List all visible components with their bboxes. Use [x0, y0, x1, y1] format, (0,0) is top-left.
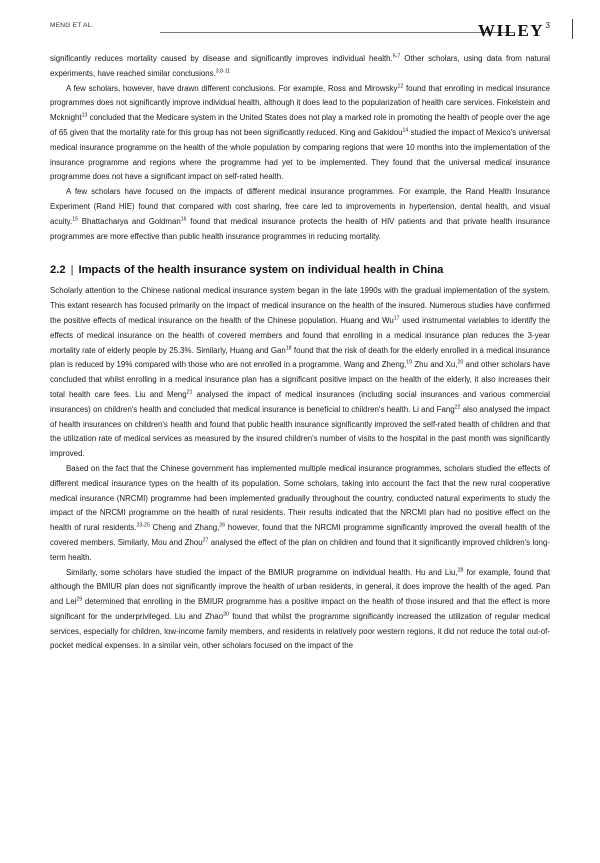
paragraph	[50, 462, 550, 566]
text-run: found that whilst the programme significantly increased the utilization of regular medical services, especially for children, low-income family members, and residents in relatively poor western regions, it did not reduce the total out-of-pocket medical expenses. In a similar vein, other scholars focused on the impact of the	[50, 611, 550, 651]
header-divider	[572, 19, 573, 39]
text-run: concluded that the Medicare system in the United States does not play a marked role in promoting the health of people over the age of 65 given that the mortality rate for this group has not been significantly reduced. King and Gakidou	[50, 113, 550, 137]
paragraph	[50, 284, 550, 462]
text-run: found that the risk of death for the elderly enrolled in a medical insurance plan is reduced by 19% compared with those who are not enrolled in a programme. Wang and Zheng,	[50, 345, 550, 370]
citation-ref[interactable]: 26	[219, 522, 226, 529]
running-head-authors: MENG ET AL.	[50, 22, 94, 29]
text-run: Scholarly attention to the Chinese national medical insurance system began in the late 1990s with the gradual implementation of the system. This extant research has focused primarily on the impact of medical insurance on the health of the insured. Numerous studies have confirmed the positive effects of medical insurance on the health of the Chinese population. Huang and Wu	[50, 286, 550, 325]
text-run: for example, found that although the BMIUR plan does not significantly improve the health of urban residents, in general, it does improve the health of the aged. Pan and Lei	[50, 567, 551, 607]
paragraph	[50, 52, 550, 82]
running-header	[50, 20, 550, 42]
paragraph	[50, 82, 550, 186]
section-separator: |	[70, 264, 74, 277]
citation-ref[interactable]: 22	[454, 404, 461, 411]
citation-ref[interactable]: 19	[406, 359, 413, 366]
text-run: found that enrolling in medical insurance programmes does not significantly improve individual health, although it does lead to the popularization of health care services. Finkelstein and Mcknight	[50, 83, 550, 123]
citation-ref[interactable]: 12	[397, 83, 404, 90]
text-run: A few scholars, however, have drawn different conclusions. For example, Ross and Mirowsky	[66, 83, 398, 93]
citation-ref[interactable]: 28	[457, 567, 464, 573]
paragraph	[50, 185, 550, 244]
citation-ref[interactable]: 3,8-11	[215, 68, 231, 75]
citation-ref[interactable]: 27	[202, 537, 209, 544]
citation-ref[interactable]: 5-7	[392, 53, 401, 60]
text-run: also analysed the impact of health insurances on children's health and found that public health insurance significantly improved the self-rated health of children and that the utilization rate of medical services as measured by the insured children's number of visits to the hospital in the past month was significantly improved.	[50, 404, 550, 459]
citation-ref[interactable]: 23-25	[136, 522, 150, 529]
text-run: and other scholars have concluded that whilst enrolling in a medical insurance plan has a significant positive impact on the health of the elderly, it also increases their total health care fees. Liu and Meng	[50, 360, 550, 399]
section-number: 2.2	[50, 264, 66, 277]
section-title: Impacts of the health insurance system on individual health in China	[78, 264, 444, 277]
citation-ref[interactable]: 15	[72, 216, 78, 223]
publisher-logo: WILEY	[478, 21, 545, 40]
citation-ref[interactable]: 21	[186, 389, 193, 396]
header-rule	[160, 32, 515, 33]
citation-ref[interactable]: 18	[285, 345, 292, 352]
citation-ref[interactable]: 13	[81, 112, 88, 119]
citation-ref[interactable]: 29	[76, 596, 83, 603]
article-body	[50, 52, 550, 654]
page-number: 3	[545, 21, 550, 30]
text-run: used instrumental variables to identify the effects of medical insurance on the health of covered members and found that enrolling in a medical insurance plan reduces the 3-year mortality rate of elderly people by 25.3%. Similarly, Huang and Gan	[50, 315, 550, 355]
text-run: studied the impact of Mexico's universal medical insurance programme on the health of the whole population by comparing regions that were 10 months into the implementation of the insurance programme and regions where the programme had yet to be implemented. They found that the universal medical insurance programme does not have a significant impact on self-rated health.	[50, 127, 550, 182]
text-run: analysed the impact of medical insurances (including social insurances and various commercial insurances) on children's health and concluded that medical insurance is beneficial to children's health. Li and Fang	[50, 389, 550, 414]
paragraph	[50, 566, 550, 655]
text-run: however, found that the NRCMI programme significantly improved the overall health of the covered members. Similarly, Mou and Zhou	[50, 523, 550, 547]
text-run: Other scholars, using data from natural experiments, have reached similar conclusions.	[50, 54, 550, 78]
text-run: Based on the fact that the Chinese government has implemented multiple medical insurance programmes, scholars studied the effects of different medical insurance types on the health of its population. Some scholars, taking into account the fact that the new rural cooperative medical insurance (NRCMI) programme had been implemented gradually throughout the country, conducted natural experiments to study the impact of the NRCMI programme on the health of rural residents. Their results indicated that the NRCMI plan had no positive effect on the health of rural residents.	[50, 463, 550, 533]
text-run: A few scholars have focused on the impacts of different medical insurance programmes. For example, the Rand Health Insurance Experiment (Rand HIE) found that compared with cost sharing, free care led to improvements in hypertension, dental health, and visual acuity.	[50, 187, 550, 226]
citation-ref[interactable]: 30	[223, 611, 229, 618]
text-run: Cheng and Zhang,	[149, 523, 220, 533]
citation-ref[interactable]: 14	[402, 127, 409, 134]
text-run: Similarly, some scholars have studied the impact of the BMIUR programme on individual health. Hu and Liu,	[66, 567, 458, 577]
text-run: Bhattacharya and Goldman	[78, 216, 181, 226]
citation-ref[interactable]: 20	[457, 359, 464, 366]
text-run: significantly reduces mortality caused by disease and significantly improves individual health.	[50, 54, 393, 63]
text-run: found that medical insurance protects the health of HIV patients and that private health insurance programmes are more effective than public health insurance programmes in reducing mortality.	[50, 216, 550, 241]
citation-ref[interactable]: 17	[393, 315, 400, 322]
text-run: determined that enrolling in the BMIUR programme has a positive impact on the health of those insured and that the effect is more significant for the underprivileged. Liu and Zhao	[50, 597, 550, 621]
citation-ref[interactable]: 16	[180, 216, 187, 223]
section-heading	[50, 260, 550, 280]
text-run: Zhu and Xu,	[412, 360, 458, 370]
text-run: analysed the effect of the plan on children and found that it significantly improved children's long-term health.	[50, 537, 550, 562]
